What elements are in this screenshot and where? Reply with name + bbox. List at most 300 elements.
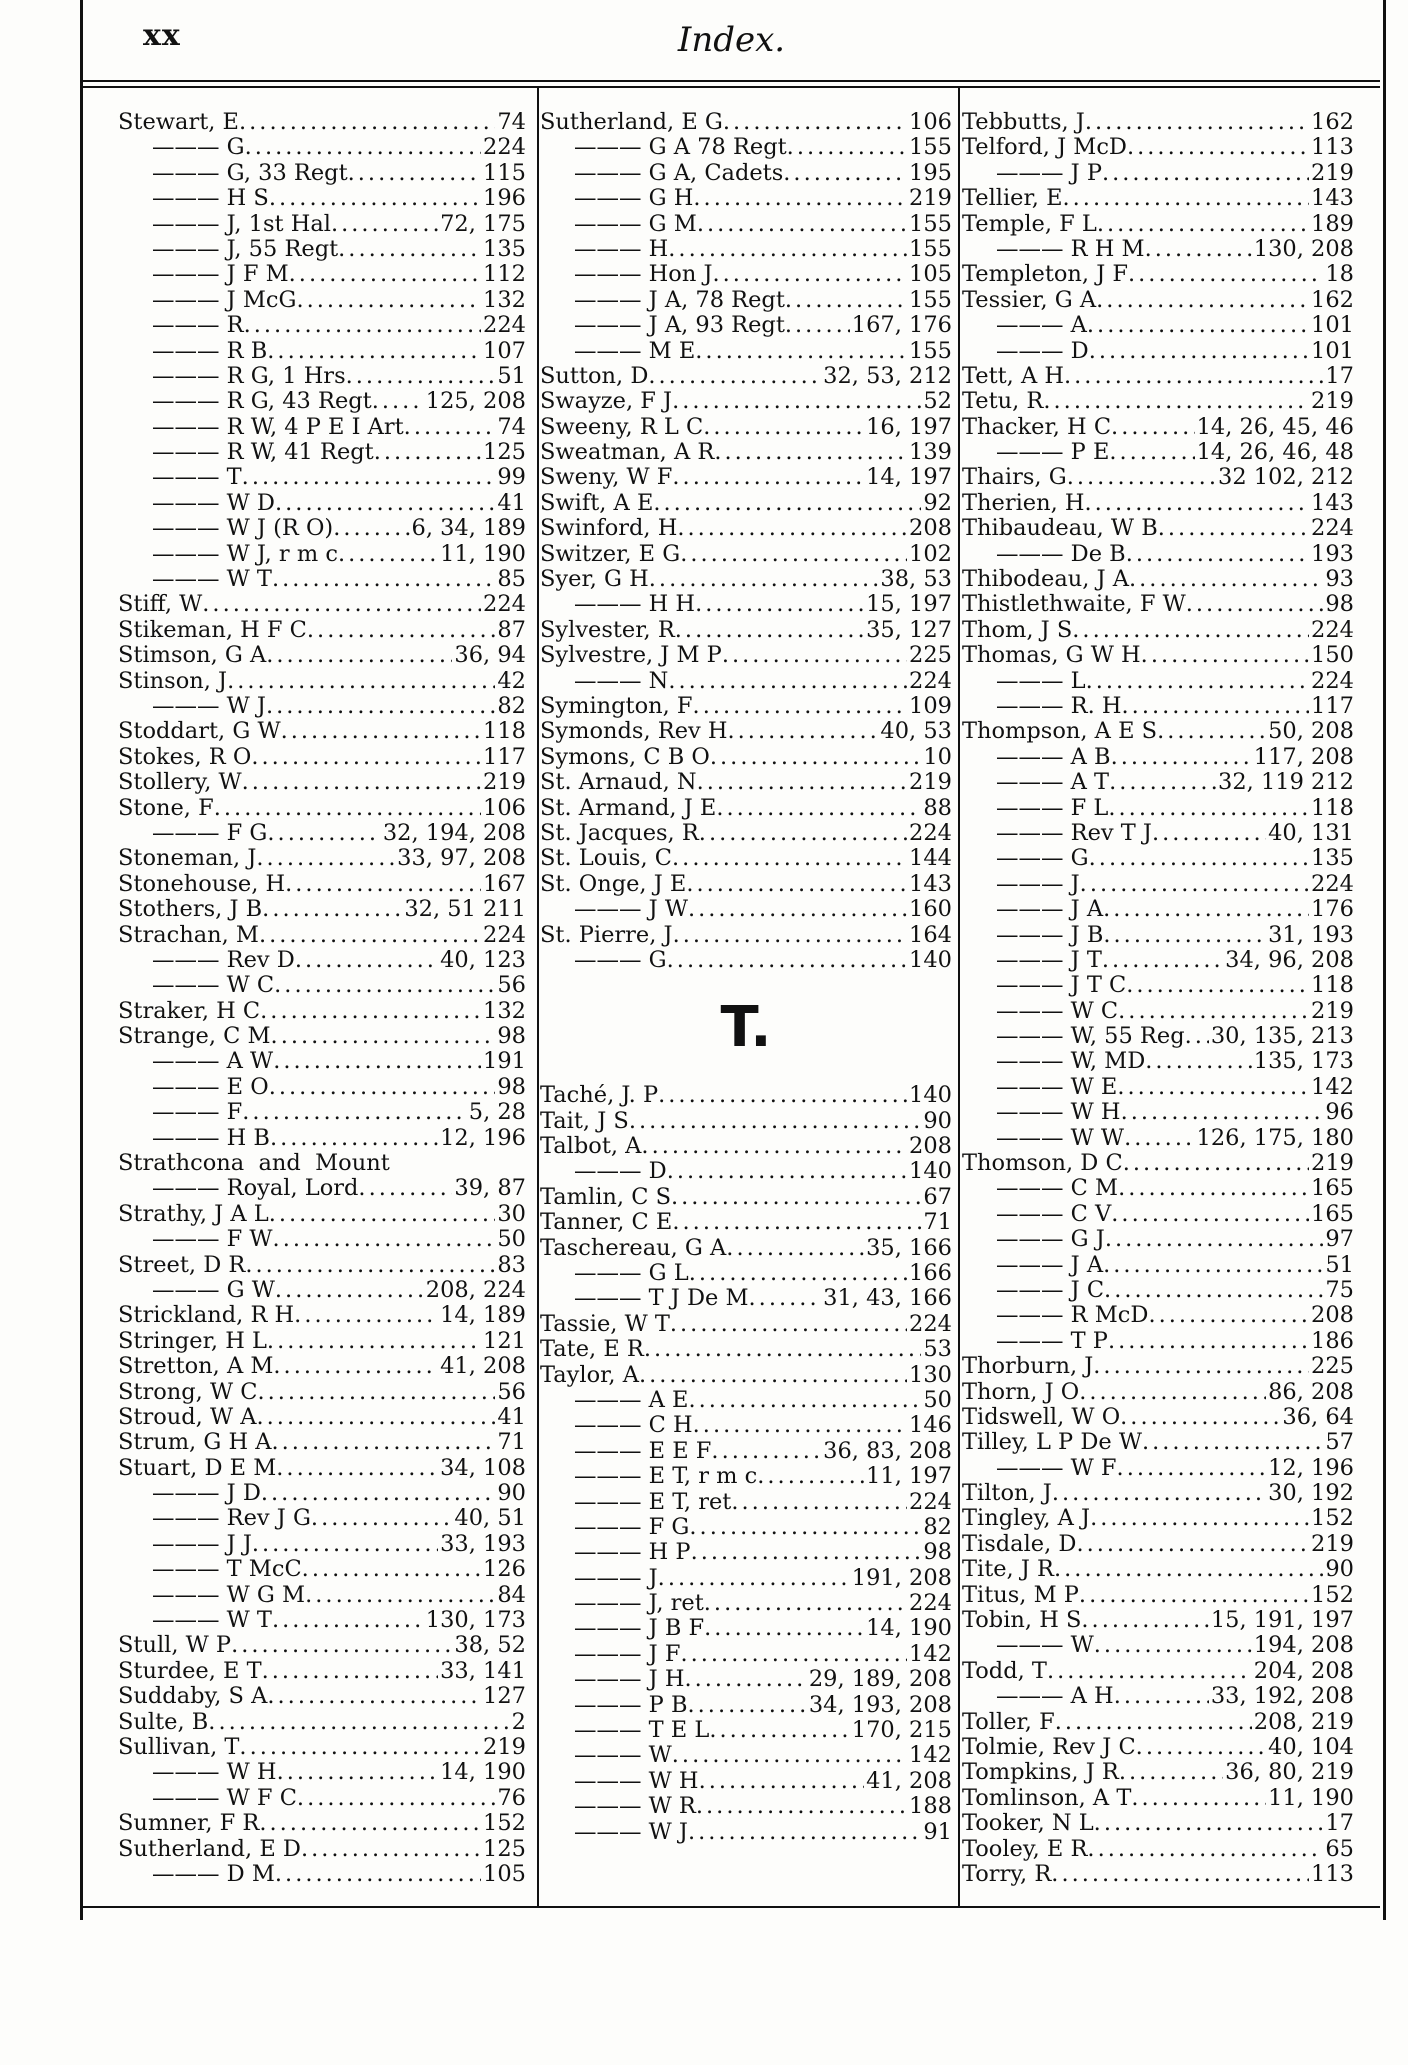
- leader-dots: [1126, 542, 1309, 567]
- page-references: 224: [1311, 667, 1354, 694]
- leader-dots: [270, 1126, 438, 1151]
- page-references: 113: [1311, 134, 1354, 161]
- page-references: 12, 196: [440, 1124, 526, 1151]
- page-references: 186: [1311, 1327, 1354, 1354]
- entry-name: Therien, H: [962, 489, 1085, 516]
- entry-name: ——— C V: [996, 1200, 1112, 1227]
- index-subentry: [118, 440, 526, 465]
- entry-name: ——— T P: [996, 1327, 1108, 1354]
- index-subentry: [540, 1540, 952, 1565]
- page-references: 219: [909, 769, 952, 796]
- index-subentry: [118, 1760, 526, 1785]
- page-references: 208, 219: [1253, 1708, 1354, 1735]
- index-subentry: [962, 1075, 1354, 1100]
- page-references: 146: [909, 1412, 952, 1439]
- page-references: 87: [497, 616, 526, 643]
- page-references: 17: [1325, 362, 1354, 389]
- entry-name: Thom, J S: [962, 616, 1073, 643]
- page-references: 30, 192: [1268, 1480, 1354, 1507]
- page-references: 155: [909, 210, 952, 237]
- leader-dots: [301, 1837, 481, 1862]
- leader-dots: [275, 491, 495, 516]
- leader-dots: [1072, 618, 1309, 643]
- index-entry: [118, 796, 526, 821]
- page-references: 144: [909, 845, 952, 872]
- index-subentry: [118, 948, 526, 973]
- entry-name: ——— J B: [996, 921, 1104, 948]
- entry-name: ——— W H: [996, 1099, 1121, 1126]
- entry-name: Stinson, J: [118, 667, 228, 694]
- leader-dots: [1079, 1583, 1309, 1608]
- entry-name: Stull, W P: [118, 1632, 232, 1659]
- index-entry: [962, 110, 1354, 135]
- index-entry: [118, 1380, 526, 1405]
- page-references: 188: [909, 1793, 952, 1820]
- page-references: 33, 141: [440, 1657, 526, 1684]
- index-subentry: [540, 669, 952, 694]
- entry-name: Talbot, A: [540, 1133, 642, 1160]
- leader-dots: [296, 288, 481, 313]
- leader-dots: [261, 1481, 495, 1506]
- leader-dots: [712, 262, 907, 287]
- page-references: 40, 53: [880, 718, 952, 745]
- leader-dots: [703, 415, 864, 440]
- leader-dots: [1111, 415, 1195, 440]
- page-references: 152: [483, 1810, 526, 1837]
- index-column-3: [962, 110, 1354, 1887]
- index-subentry: [962, 1024, 1354, 1049]
- entry-name: ——— R: [152, 312, 244, 339]
- page-references: 88: [923, 794, 952, 821]
- index-entry: [540, 1185, 952, 1210]
- page-references: 10: [923, 743, 952, 770]
- index-subentry: [118, 389, 526, 414]
- entry-name: Thacker, H C: [962, 413, 1112, 440]
- page-references: 142: [909, 1742, 952, 1769]
- index-entry: [962, 1608, 1354, 1633]
- leader-dots: [266, 694, 495, 719]
- page-references: 65: [1325, 1835, 1354, 1862]
- page-references: 90: [923, 1107, 952, 1134]
- entry-name: ——— W D: [152, 489, 275, 516]
- index-subentry: [962, 796, 1354, 821]
- index-subentry: [118, 339, 526, 364]
- page-references: 224: [909, 1488, 952, 1515]
- index-entry: [118, 1430, 526, 1455]
- entry-name: ——— J: [996, 870, 1080, 897]
- index-entry: [962, 1786, 1354, 1811]
- page-references: 167: [483, 870, 526, 897]
- entry-name: ——— Rev J G: [152, 1505, 311, 1532]
- entry-name: Telford, J McD: [962, 134, 1127, 161]
- leader-dots: [1094, 1811, 1324, 1836]
- entry-name: ——— N: [574, 667, 669, 694]
- entry-name: St. Pierre, J: [540, 921, 673, 948]
- entry-name: ——— G: [574, 946, 667, 973]
- leader-dots: [1148, 1303, 1309, 1328]
- entry-name: Tilton, J: [962, 1480, 1052, 1507]
- page-header: [83, 14, 1380, 82]
- page-references: 31, 193: [1268, 921, 1354, 948]
- leader-dots: [684, 1667, 806, 1692]
- entry-name: Stoneman, J: [118, 845, 257, 872]
- page-references: 32, 194, 208: [382, 819, 526, 846]
- page-references: 15, 191, 197: [1210, 1607, 1354, 1634]
- leader-dots: [267, 339, 481, 364]
- leader-dots: [667, 948, 907, 973]
- index-subentry: [540, 1743, 952, 1768]
- leader-dots: [1051, 1862, 1309, 1887]
- entry-name: Suddaby, S A: [118, 1683, 268, 1710]
- index-entry: [540, 1363, 952, 1388]
- page-references: 162: [1311, 286, 1354, 313]
- leader-dots: [668, 237, 907, 262]
- leader-dots: [1158, 516, 1309, 541]
- index-entry: [540, 440, 952, 465]
- page-references: 98: [923, 1539, 952, 1566]
- index-entry: [962, 643, 1354, 668]
- entry-name: Temple, F L: [962, 210, 1097, 237]
- index-subentry: [540, 1566, 952, 1591]
- index-entry: [962, 516, 1354, 541]
- index-entry: [540, 415, 952, 440]
- leader-dots: [1087, 1837, 1323, 1862]
- leader-dots: [267, 1329, 481, 1354]
- page-references: 224: [909, 667, 952, 694]
- entry-name: ——— H B: [152, 1124, 270, 1151]
- leader-dots: [259, 1811, 481, 1836]
- page-references: 18: [1325, 261, 1354, 288]
- leader-dots: [1108, 796, 1309, 821]
- leader-dots: [687, 1693, 806, 1718]
- leader-dots: [649, 567, 879, 592]
- index-entry: [118, 1202, 526, 1227]
- leader-dots: [274, 973, 495, 998]
- entry-name: Tooker, N L: [962, 1810, 1094, 1837]
- page-references: 2: [511, 1708, 526, 1735]
- entry-name: ——— W G M: [152, 1581, 306, 1608]
- page-references: 164: [909, 921, 952, 948]
- page-references: 193: [1311, 540, 1354, 567]
- leader-dots: [686, 872, 907, 897]
- index-subentry: [118, 1481, 526, 1506]
- leader-dots: [272, 1430, 496, 1455]
- index-subentry: [540, 1642, 952, 1667]
- index-subentry: [962, 1278, 1354, 1303]
- page-references: 31, 43, 166: [823, 1285, 952, 1312]
- leader-dots: [1064, 364, 1323, 389]
- leader-dots: [272, 1608, 424, 1633]
- entry-name: Switzer, E G: [540, 540, 681, 567]
- page-references: 204, 208: [1253, 1657, 1354, 1684]
- entry-name: Stoddart, G W: [118, 718, 281, 745]
- page-references: 34, 96, 208: [1225, 946, 1354, 973]
- page-references: 219: [909, 185, 952, 212]
- entry-name: ——— C H: [574, 1412, 693, 1439]
- index-subentry: [540, 1261, 952, 1286]
- index-entry: [118, 1811, 526, 1836]
- entry-name: Sutherland, E D: [118, 1835, 301, 1862]
- entry-name: ——— H S: [152, 185, 269, 212]
- leader-dots: [785, 288, 907, 313]
- leader-dots: [1118, 1176, 1309, 1201]
- entry-name: Tessier, G A: [962, 286, 1097, 313]
- entry-name: ——— P B: [574, 1691, 688, 1718]
- entry-name: ——— W C: [996, 997, 1119, 1024]
- entry-name: ——— W, MD: [996, 1048, 1146, 1075]
- index-subentry: [118, 1557, 526, 1582]
- page-references: 76: [497, 1784, 526, 1811]
- leader-dots: [1118, 999, 1309, 1024]
- entry-name: ——— W T: [152, 566, 272, 593]
- leader-dots: [1055, 1710, 1252, 1735]
- entry-name: ——— A T: [996, 769, 1110, 796]
- entry-name: ——— F G: [574, 1513, 690, 1540]
- page-references: 150: [1311, 642, 1354, 669]
- leader-dots: [1089, 846, 1309, 871]
- index-entry: [118, 1837, 526, 1862]
- entry-name: Sweny, W F: [540, 464, 673, 491]
- leader-dots: [1119, 1760, 1223, 1785]
- index-entry: [540, 643, 952, 668]
- index-entry: [540, 719, 952, 744]
- leader-dots: [262, 1659, 438, 1684]
- index-entry: [962, 1735, 1354, 1760]
- page-references: 97: [1325, 1226, 1354, 1253]
- entry-name: Thomas, G W H: [962, 642, 1141, 669]
- page-references: 224: [909, 819, 952, 846]
- leader-dots: [696, 1794, 907, 1819]
- page-references: 166: [909, 1260, 952, 1287]
- index-entry: [540, 796, 952, 821]
- entry-name: Tamlin, C S: [540, 1183, 671, 1210]
- entry-name: ——— E T, ret: [574, 1488, 732, 1515]
- index-subentry: [118, 313, 526, 338]
- entry-name: Stewart, E: [118, 109, 239, 135]
- entry-name: Titus, M P: [962, 1581, 1079, 1608]
- column-divider: [958, 88, 960, 1906]
- entry-name: ——— W C: [152, 972, 275, 999]
- index-entry: [962, 186, 1354, 211]
- leader-dots: [787, 135, 907, 160]
- leader-dots: [1114, 1684, 1209, 1709]
- index-subentry: [962, 1202, 1354, 1227]
- entry-name: ——— W J, r m c: [152, 540, 338, 567]
- index-subentry: [962, 1227, 1354, 1252]
- leader-dots: [275, 1862, 481, 1887]
- entry-name: ——— E O: [152, 1073, 269, 1100]
- index-entry: [540, 1134, 952, 1159]
- index-column-1: [118, 110, 526, 1887]
- page-references: 135, 173: [1253, 1048, 1354, 1075]
- entry-name: ——— G W: [152, 1276, 275, 1303]
- leader-dots: [1103, 897, 1309, 922]
- entry-name: Sullivan, T: [118, 1734, 240, 1760]
- index-entry: [540, 1337, 952, 1362]
- page-references: 6, 34, 189: [411, 515, 526, 542]
- page-references: 132: [483, 286, 526, 313]
- page-references: 143: [1311, 489, 1354, 516]
- index-subentry: [962, 1684, 1354, 1709]
- leader-dots: [297, 1786, 495, 1811]
- leader-dots: [259, 923, 481, 948]
- entry-name: Stonehouse, H: [118, 870, 286, 897]
- page-references: 155: [909, 235, 952, 262]
- page-references: 117: [1311, 692, 1354, 719]
- index-subentry: [962, 339, 1354, 364]
- page-references: 40, 51: [454, 1505, 526, 1532]
- page-references: 38, 52: [454, 1632, 526, 1659]
- index-entry: [962, 415, 1354, 440]
- index-subentry: [540, 897, 952, 922]
- leader-dots: [242, 1100, 466, 1125]
- leader-dots: [1103, 923, 1266, 948]
- leader-dots: [1129, 567, 1323, 592]
- index-subentry: [540, 1515, 952, 1540]
- index-entry: [962, 592, 1354, 617]
- page-references: 11, 197: [866, 1463, 952, 1490]
- index-entry: [118, 999, 526, 1024]
- index-entry: [118, 846, 526, 871]
- index-subentry: [118, 491, 526, 516]
- leader-dots: [281, 719, 481, 744]
- index-subentry: [962, 1049, 1354, 1074]
- index-entry: [118, 1303, 526, 1328]
- leader-dots: [688, 897, 907, 922]
- leader-dots: [273, 1227, 496, 1252]
- leader-dots: [677, 516, 907, 541]
- entry-name: Strong, W C: [118, 1378, 258, 1405]
- page-references: 90: [497, 1480, 526, 1507]
- index-entry: [540, 618, 952, 643]
- leader-dots: [704, 1591, 907, 1616]
- leader-dots: [672, 846, 907, 871]
- index-entry: [962, 618, 1354, 643]
- entry-name: Tebbutts, J: [962, 109, 1085, 135]
- entry-name: Sutton, D: [540, 362, 649, 389]
- entry-name: Strange, C M: [118, 1023, 271, 1050]
- page-references: 196: [483, 185, 526, 212]
- leader-dots: [231, 1633, 452, 1658]
- index-subentry: [118, 1608, 526, 1633]
- leader-dots: [260, 999, 481, 1024]
- leader-dots: [1145, 1049, 1252, 1074]
- entry-name: ——— G H: [574, 185, 694, 212]
- page-references: 140: [909, 1082, 952, 1109]
- page-references: 51: [497, 362, 526, 389]
- index-entry: [118, 1405, 526, 1430]
- leader-dots: [697, 770, 907, 795]
- page-references: 83: [497, 1251, 526, 1278]
- entry-name: ——— W F C: [152, 1784, 297, 1811]
- entry-name: Tanner, C E: [540, 1209, 673, 1236]
- entry-name: Thomson, D C: [962, 1150, 1123, 1177]
- index-subentry: [540, 1667, 952, 1692]
- page-references: 165: [1311, 1175, 1354, 1202]
- leader-dots: [273, 1049, 481, 1074]
- entry-name: ——— T McC: [152, 1556, 302, 1583]
- page-references: 17: [1325, 1810, 1354, 1837]
- index-entry: [540, 364, 952, 389]
- entry-name: Strum, G H A: [118, 1429, 272, 1456]
- leader-dots: [667, 1159, 907, 1184]
- section-letter: T.: [720, 995, 772, 1061]
- leader-dots: [716, 796, 921, 821]
- entry-name: ——— J A: [996, 896, 1104, 923]
- leader-dots: [680, 542, 907, 567]
- index-subentry: [118, 694, 526, 719]
- leader-dots: [723, 110, 907, 135]
- index-subentry: [962, 1329, 1354, 1354]
- entry-name: Stiff, W: [118, 591, 203, 618]
- entry-name: Sylvestre, J M P: [540, 642, 722, 669]
- entry-name: Tidswell, W O: [962, 1403, 1121, 1430]
- entry-name: ——— A: [996, 312, 1087, 339]
- entry-name: Toller, F: [962, 1708, 1055, 1735]
- page-references: 225: [1311, 1353, 1354, 1380]
- entry-name: ——— Royal, Lord: [152, 1175, 359, 1202]
- entry-name: Stretton, A M: [118, 1353, 274, 1380]
- entry-name: ——— De B: [996, 540, 1126, 567]
- entry-name: Thistlethwaite, F W: [962, 591, 1186, 618]
- entry-name: ——— W: [574, 1742, 672, 1769]
- page-references: 36, 94: [454, 642, 526, 669]
- leader-dots: [1157, 719, 1266, 744]
- leader-dots: [1094, 1633, 1252, 1658]
- entry-name: St. Jacques, R: [540, 819, 699, 846]
- entry-name: ——— F: [152, 1099, 243, 1126]
- index-subentry: [962, 1253, 1354, 1278]
- page-references: 139: [909, 439, 952, 466]
- index-subentry: [118, 415, 526, 440]
- page-references: 52: [923, 388, 952, 415]
- entry-name: ——— G M: [574, 210, 697, 237]
- entry-name: Stuart, D E M: [118, 1454, 277, 1481]
- leader-dots: [1079, 1380, 1266, 1405]
- leader-dots: [691, 1540, 922, 1565]
- index-subentry: [118, 1075, 526, 1100]
- leader-dots: [1124, 1126, 1194, 1151]
- entry-name: Thairs, G: [962, 464, 1067, 491]
- entry-name: ——— P E: [996, 439, 1110, 466]
- page-references: 57: [1325, 1429, 1354, 1456]
- index-entry: [540, 745, 952, 770]
- entry-name: Tellier, E: [962, 185, 1063, 212]
- leader-dots: [1126, 973, 1309, 998]
- page-references: 53: [923, 1336, 952, 1363]
- index-subentry: [118, 567, 526, 592]
- entry-name: ——— G, 33 Regt: [152, 159, 348, 186]
- entry-name: ——— W: [996, 1632, 1094, 1659]
- index-subentry: [118, 161, 526, 186]
- page-references: 35, 127: [866, 616, 952, 643]
- page-references: 208: [1311, 1302, 1354, 1329]
- page-references: 41: [497, 489, 526, 516]
- entry-name: ——— J W: [574, 896, 688, 923]
- page-references: 115: [483, 159, 526, 186]
- page-references: 32, 119 212: [1218, 769, 1354, 796]
- page-references: 126: [483, 1556, 526, 1583]
- index-entry: [962, 1557, 1354, 1582]
- entry-name: Strathy, J A L: [118, 1200, 269, 1227]
- entry-name: ——— J C: [996, 1276, 1105, 1303]
- leader-dots: [693, 186, 907, 211]
- index-entry: [962, 1532, 1354, 1557]
- leader-dots: [722, 643, 907, 668]
- leader-dots: [688, 1388, 921, 1413]
- index-subentry: [962, 694, 1354, 719]
- index-entry: [118, 923, 526, 948]
